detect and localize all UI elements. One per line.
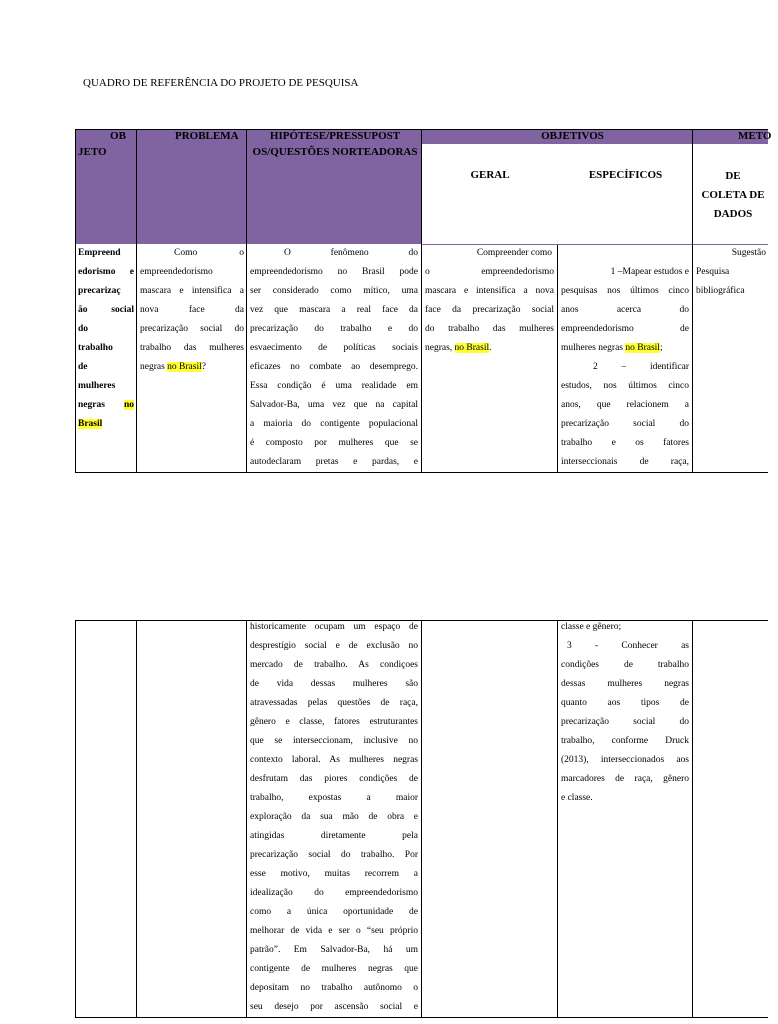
row1-problema-line: empreendedorismo [140,267,213,277]
header-especificos-text: ESPECÍFICOS [588,169,663,181]
row1-geral-highlight: no Brasil [454,343,490,353]
row1-hipotese-line: eficazes no combate ao desemprego. [250,362,418,372]
row2-hipotese-line: atingidas diretamente pela [250,831,418,841]
row1-problema-line: trabalho das mulheres [140,343,244,353]
row1-especificos-line: anos acerca do [561,305,689,315]
row1-especificos2-line: anos, que relacionem a [561,400,689,410]
row1-problema-line: mascara e intensifica a [140,286,244,296]
row2-hipotese-line: contigente de mulheres negras que [250,964,418,974]
row1-geral-period: . [489,343,492,353]
row1-especificos-highlight: no Brasil [625,343,660,353]
row2-especificos-cell [561,618,689,808]
table1-vline-1 [136,129,137,473]
row1-objeto-line: do [78,324,89,334]
header-coleta-text [693,167,773,224]
table2-vline-3 [421,620,422,1018]
row1-especificos-line: pesquisas nos últimos cinco [561,286,689,296]
row1-especificos2-line: 2 – identificar [593,362,689,372]
row1-problema-line: nova face da [140,305,244,315]
row1-metodo-cell [696,244,768,301]
row1-metodo-line: Pesquisa [696,267,730,277]
row1-hipotese-line: ser considerado como mítico, uma [250,286,418,296]
header-problema-text: PROBLEMA [175,130,239,142]
row1-problema-qmark: ? [201,362,206,372]
page-title: QUADRO DE REFERÊNCIA DO PROJETO DE PESQUISA [83,77,359,89]
row1-problema-cell [140,244,244,377]
row2-hipotese-line: atravessadas pelas questões de raça, [250,698,418,708]
row2-especificos-line: classe e gênero; [561,622,622,632]
header-objeto-line2: JETO [78,146,107,158]
row2-hipotese-line: gênero e classe, fatores estruturantes [250,717,418,727]
row2-hipotese-line: que se interseccionam, inclusive no [250,736,418,746]
row2-hipotese-line: patrão”. Em Salvador-Ba, há um [250,945,418,955]
row2-hipotese-line: historicamente ocupam um espaço de [250,622,418,632]
row1-especificos-line: empreendedorismo de [561,324,689,334]
row2-especificos-line: 3 - Conhecer as [567,641,689,651]
row2-especificos-line: marcadores de raça, gênero [561,774,689,784]
header-geral-text: GERAL [470,169,510,181]
row1-hipotese-line: empreendedorismo no Brasil pode [250,267,418,277]
row2-especificos-line: quanto aos tipos de [561,698,689,708]
header-objeto-line1: OB [110,130,126,142]
row1-objeto-line [78,415,134,434]
row1-objeto-line: de [78,362,88,372]
row1-problema-line: precarização social do [140,324,244,334]
header-coleta-line1: DE [725,170,741,182]
header-metodo-text: METO [738,130,772,142]
header-objetivos-text: OBJETIVOS [541,130,604,142]
row1-objeto-line: Empreend [78,248,121,258]
row2-especificos-line: e classe. [561,793,593,803]
table2-vline-1 [136,620,137,1018]
row2-hipotese-line: melhorar de vida e ser o “seu próprio [250,926,418,936]
header-hipotese-text [249,128,421,160]
row2-hipotese-line: como a única oportunidade de [250,907,418,917]
row2-hipotese-line: trabalho, expostas a maior [250,793,418,803]
row1-geral-cell [425,244,554,358]
row1-objeto-line [78,396,134,415]
table1-vline-4 [557,245,558,473]
row1-problema-line: Como o [174,248,244,258]
row1-hipotese-line: esvaecimento de políticas sociais [250,343,418,353]
table2-vline-5 [692,620,693,1018]
row1-especificos-blank [561,244,689,263]
header-coleta-line2: COLETA DE [701,189,765,201]
row1-hipotese-line: precarização do trabalho e do [250,324,418,334]
row1-geral-line: face da precarização social [425,305,554,315]
row2-especificos-line: trabalho, conforme Druck [561,736,689,746]
header-hipotese-line2: OS/QUESTÕES NORTEADORAS [252,146,418,158]
row1-geral-line [425,339,554,358]
row2-hipotese-line: exploração da sua mão de obra e [250,812,418,822]
row1-geral-line: mascara e intensifica a nova [425,286,554,296]
row1-hipotese-line: Salvador-Ba, uma vez que na capital [250,400,418,410]
row2-especificos-line: (2013), interseccionados aos [561,755,689,765]
row1-problema-line [140,358,244,377]
row1-objeto-line: mulheres [78,381,116,391]
row1-objeto-negras: negras [78,400,105,410]
row1-especificos2-line: interseccionais de raça, [561,457,689,467]
row1-objeto-highlight: no [123,400,134,410]
row2-hipotese-line: esse motivo, muitas recorrem a [250,869,418,879]
table1-vline-3 [421,129,422,473]
row2-hipotese-line: de vida dessas mulheres são [250,679,418,689]
row2-hipotese-line: desfrutam das piores condições de [250,774,418,784]
row1-problema-highlight: no Brasil [167,362,202,372]
row1-geral-negras: negras, [425,343,455,353]
row1-objeto-line: precarizaç [78,286,121,296]
row1-geral-line: do trabalho das mulheres [425,324,554,334]
header-objeto-text [78,128,136,160]
row1-objeto-highlight: Brasil [78,419,103,429]
row1-hipotese-line: Essa condição é uma realidade em [250,381,418,391]
row1-hipotese-line: é composto por mulheres que se [250,438,418,448]
row1-especificos2-line: estudos, nos últimos cinco [561,381,689,391]
row2-especificos-line: precarização social do [561,717,689,727]
row1-geral-line: Compreender como [476,248,552,258]
row1-hipotese-line: autodeclaram pretas e pardas, e [250,457,418,467]
row1-hipotese-line: O fenômeno do [284,248,418,258]
row1-especificos2-line: trabalho e os fatores [561,438,689,448]
row2-hipotese-line: contexto laboral. As mulheres negras [250,755,418,765]
row1-especificos-line: 1 –Mapear estudos e [610,267,689,277]
row1-hipotese-line: vez que mascara a real face da [250,305,418,315]
row1-especificos-line [561,339,689,358]
row1-objeto-cell [78,244,134,434]
table1-vline-0 [75,129,76,473]
table1-vline-5 [692,129,693,473]
header-hipotese-line1: HIPÓTESE/PRESSUPOST [269,130,401,142]
row1-hipotese-line: a maioria do contigente populacional [250,419,418,429]
table2-vline-2 [246,620,247,1018]
table1-vline-2 [246,129,247,473]
row1-objeto-line: ão social [78,305,134,315]
row1-metodo-line: Sugestão [731,248,766,258]
table2-vline-0 [75,620,76,1018]
row1-geral-line: o empreendedorismo [425,267,554,277]
row1-objeto-line: edorismo e [78,267,134,277]
row1-metodo-line: bibliográfica [696,286,745,296]
row1-hipotese-cell [250,244,418,472]
row1-problema-negras: negras [140,362,168,372]
row2-especificos-line: dessas mulheres negras [561,679,689,689]
row2-hipotese-line: desprestígio social e de exclusão no [250,641,418,651]
row2-hipotese-line: idealização do empreendedorismo [250,888,418,898]
row2-especificos-line: condições de trabalho [561,660,689,670]
table2-vline-4 [557,620,558,1018]
row1-especificos2-line: precarização social do [561,419,689,429]
row1-objeto-line: trabalho [78,343,113,353]
row2-hipotese-line: precarização social do trabalho. Por [250,850,418,860]
row2-hipotese-line: mercado de trabalho. As condiçoes [250,660,418,670]
row1-especificos-cell [561,244,689,472]
row1-especificos-semicolon: ; [659,343,663,353]
row1-especificos-pre: mulheres negras [561,343,626,353]
header-problema [137,130,247,244]
row2-hipotese-cell [250,618,418,1017]
row2-hipotese-line: depositam no trabalho autônomo o [250,983,418,993]
row2-hipotese-line: seu desejo por ascensão social e [250,1002,418,1012]
header-coleta-line3: DADOS [713,208,753,220]
